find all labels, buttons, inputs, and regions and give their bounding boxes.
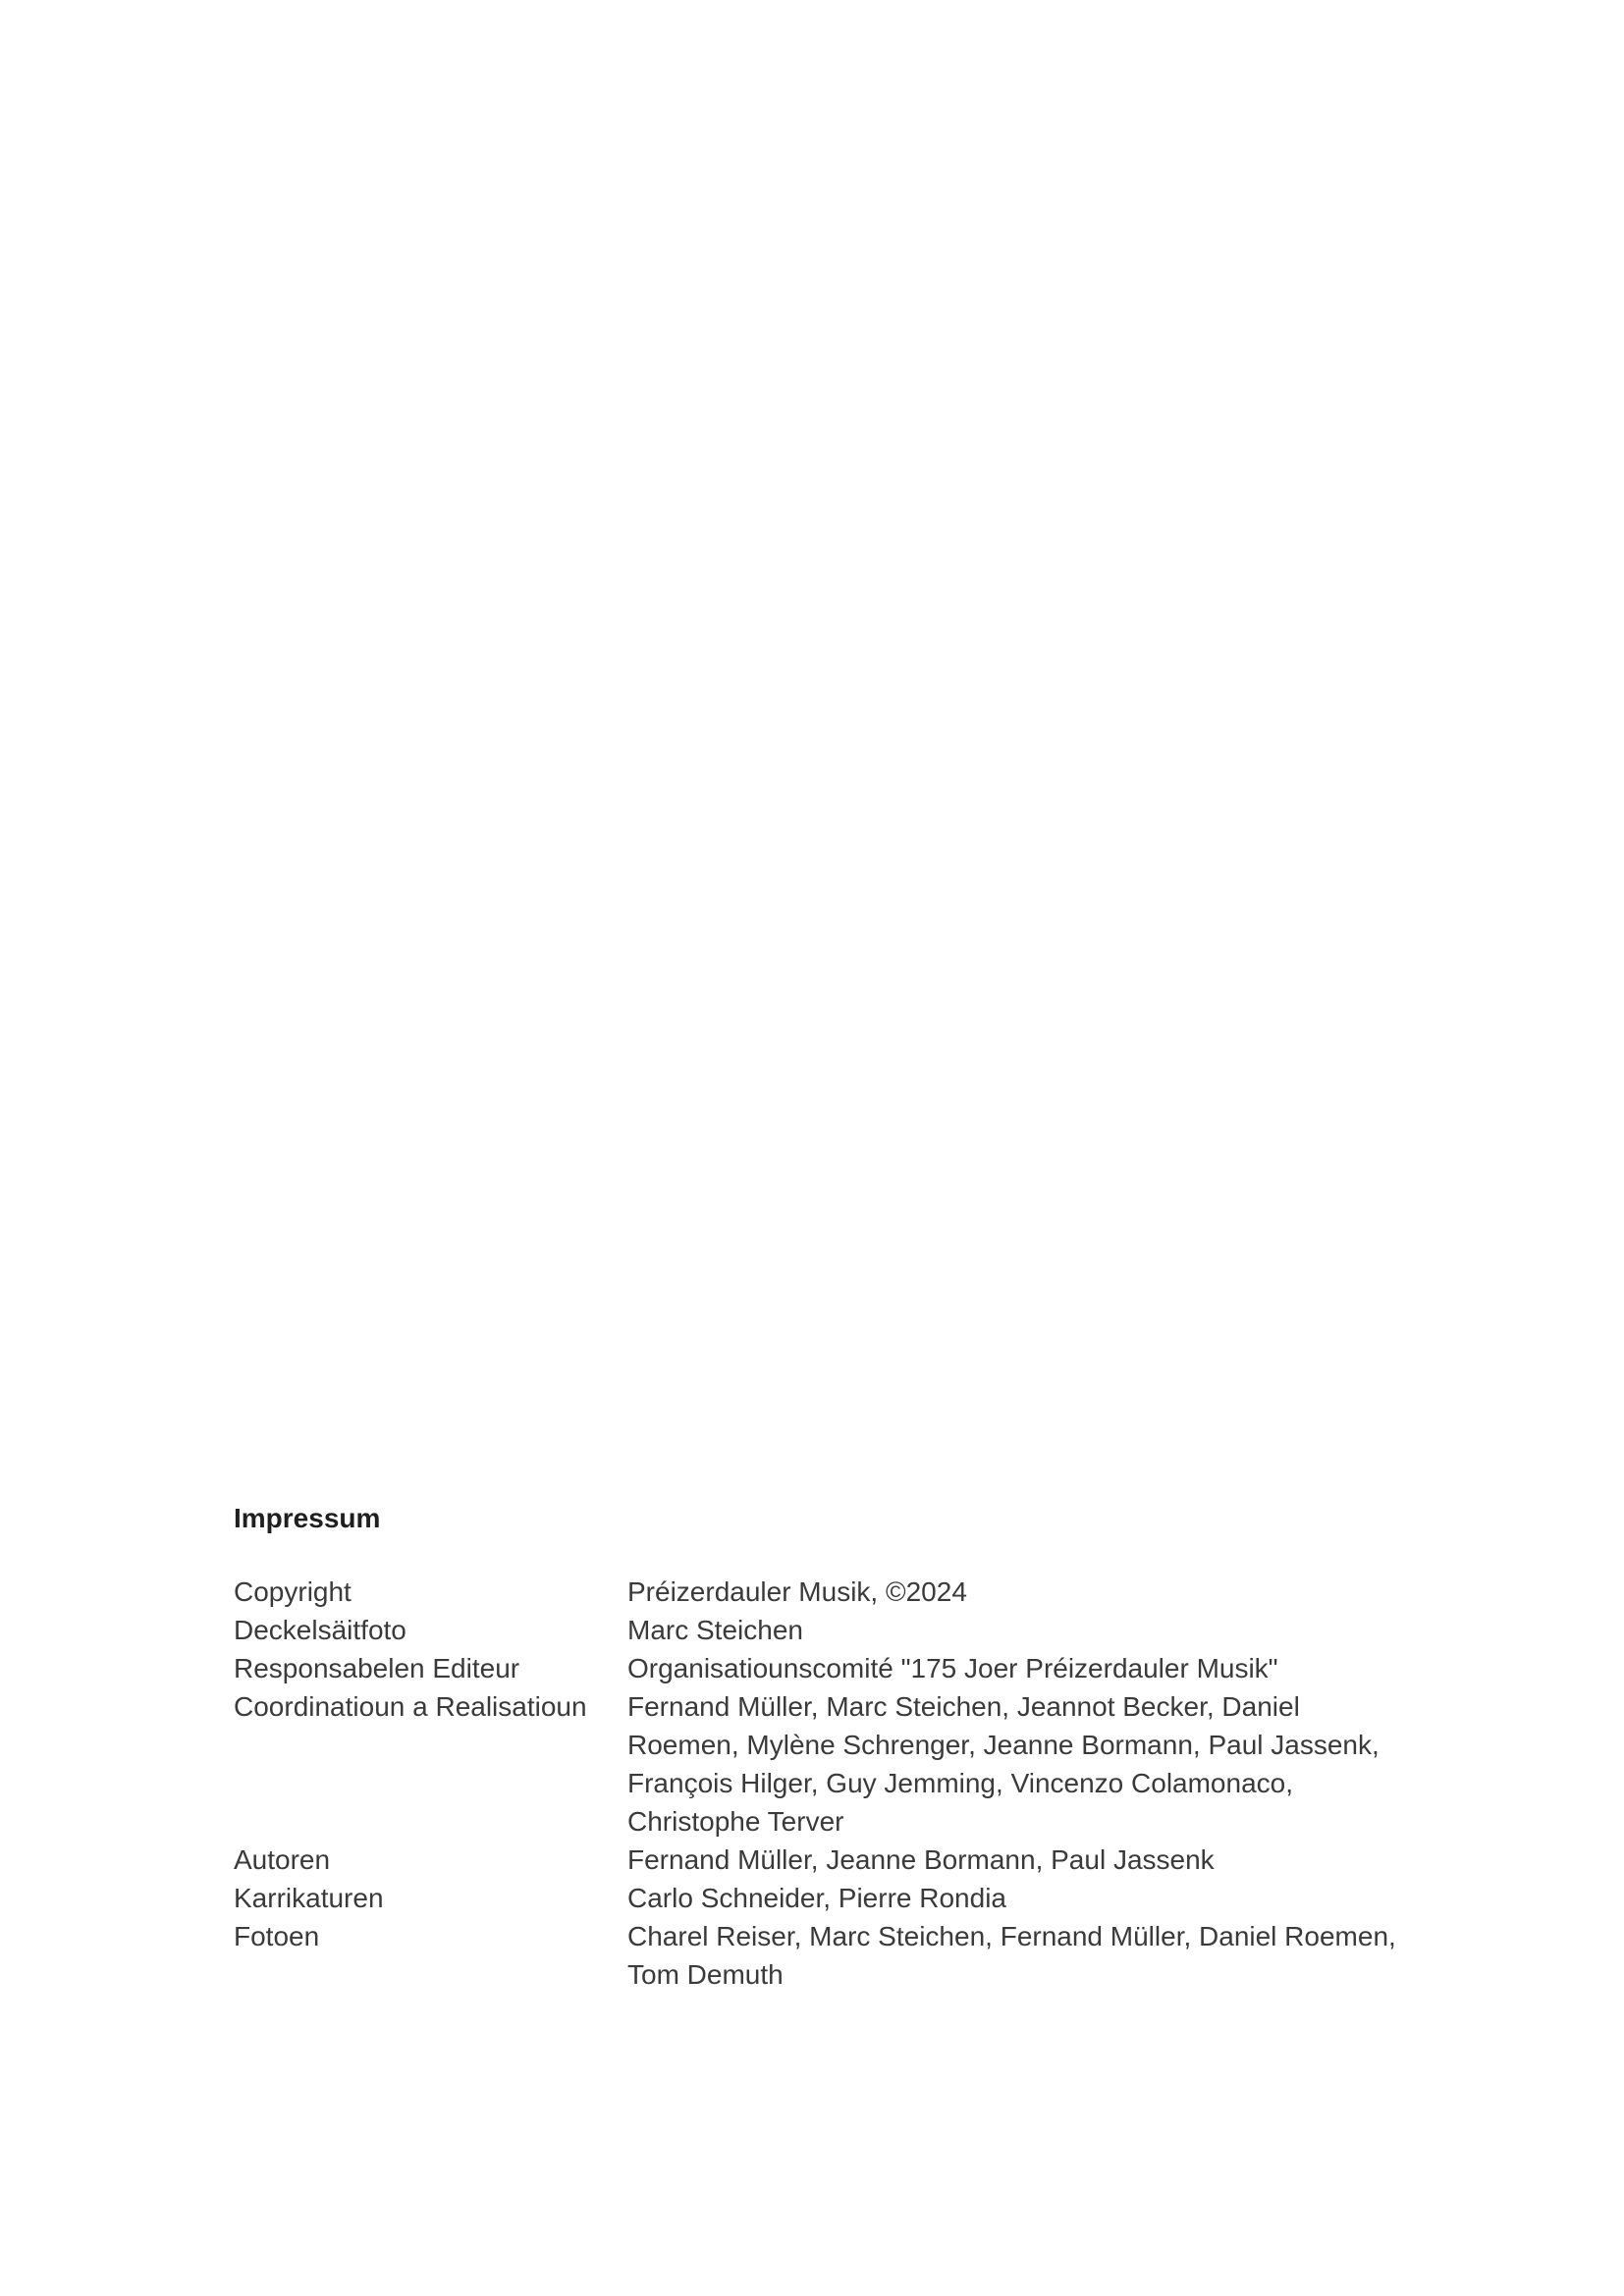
credit-label-copyright: Copyright: [234, 1575, 352, 1607]
credit-label-authors: Autoren: [234, 1843, 331, 1875]
credit-label-coordination: Coordinatioun a Realisatioun: [234, 1690, 587, 1722]
credit-value-coordination: Fernand Müller, Marc Steichen, Jeannot Becker, Daniel Roemen, Mylène Schrenger, Jeanne Bormann, Paul Jassenk, François Hilger, Guy Jemming, Vincenzo Colamonaco, Christophe Terver: [627, 1690, 1380, 1837]
credit-label-caricatures: Karrikaturen: [234, 1882, 384, 1913]
credit-label-cover-photo: Deckelsäitfoto: [234, 1614, 406, 1645]
credit-value-copyright: Préizerdauler Musik, ©2024: [627, 1575, 967, 1607]
credit-value-authors: Fernand Müller, Jeanne Bormann, Paul Jassenk: [627, 1843, 1215, 1875]
impressum-title: Impressum: [234, 1503, 381, 1533]
impressum-section: [234, 1502, 1412, 1994]
credit-value-photos: Charel Reiser, Marc Steichen, Fernand Müller, Daniel Roemen, Tom Demuth: [627, 1920, 1396, 1990]
credit-label-photos: Fotoen: [234, 1920, 320, 1951]
credit-value-editor: Organisatiounscomité "175 Joer Préizerdauler Musik": [627, 1652, 1278, 1683]
credit-value-cover-photo: Marc Steichen: [627, 1614, 803, 1645]
credit-label-editor: Responsabelen Editeur: [234, 1652, 520, 1683]
credits-list: [234, 1573, 1412, 1994]
credit-value-caricatures: Carlo Schneider, Pierre Rondia: [627, 1882, 1006, 1913]
